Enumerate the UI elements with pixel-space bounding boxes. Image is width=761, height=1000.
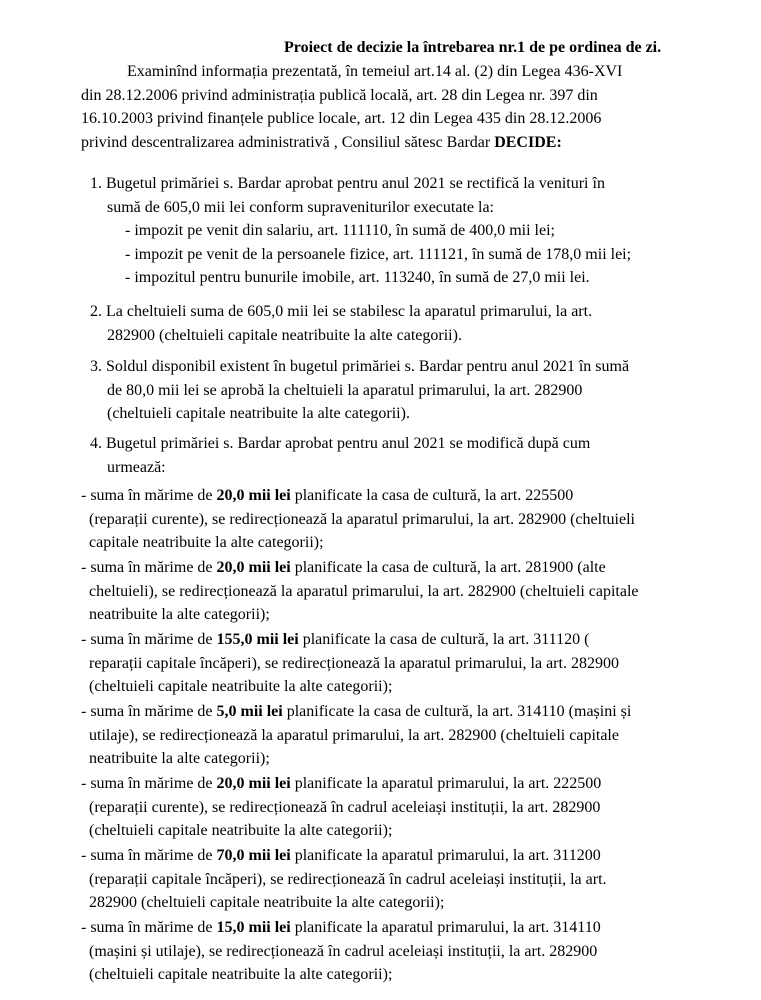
dash-pre: - suma în mărime de	[81, 487, 217, 504]
dash-amount: 5,0 mii lei	[216, 703, 283, 720]
dash-cont-line: (reparații capitale încăperi), se redirecționează în cadrul aceleiași instituții, la art.	[89, 870, 607, 888]
intro-line-text: privind descentralizarea administrativă , Consiliul sătesc Bardar	[81, 133, 495, 151]
dash-amount: 20,0 mii lei	[216, 775, 291, 792]
dash-item	[81, 484, 741, 555]
item-sub-line: - impozit pe venit de la persoanele fizice, art. 111121, în sumă de 178,0 mii lei;	[125, 245, 632, 263]
dash-post: planificate la aparatul primarului, la art. 314110	[290, 919, 601, 936]
dash-amount: 20,0 mii lei	[216, 559, 291, 576]
dash-line	[81, 628, 741, 652]
dash-cont-line: (mașini și utilaje), se redirecționează în cadrul aceleiași instituții, la art. 282900	[89, 942, 598, 960]
dash-cont-line: neatribuite la alte categorii);	[89, 606, 270, 623]
dash-pre: - suma în mărime de	[81, 847, 217, 864]
item-line: (cheltuieli capitale neatribuite la alte categorii).	[107, 405, 410, 422]
dash-cont-line: reparații capitale încăperi), se redirecționează la aparatul primarului, la art. 282900	[89, 654, 619, 672]
dash-pre: - suma în mărime de	[81, 559, 217, 576]
dash-line	[81, 484, 741, 508]
dash-post: planificate la casa de cultură, la art. 225500	[290, 487, 574, 504]
dash-cont-line: (reparații curente), se redirecționează la aparatul primarului, la art. 282900 (cheltuieli	[89, 510, 635, 528]
dash-item	[81, 772, 741, 843]
dash-pre: - suma în mărime de	[81, 703, 217, 720]
decision-item-1	[90, 172, 730, 290]
dash-post: planificate la casa de cultură, la art. 314110 (mașini și	[282, 703, 632, 720]
item-sub-line: - impozit pe venit din salariu, art. 111110, în sumă de 400,0 mii lei;	[125, 222, 555, 239]
dash-item	[81, 628, 741, 699]
dash-pre: - suma în mărime de	[81, 775, 217, 792]
intro-line-last	[81, 131, 721, 155]
dash-line	[81, 916, 741, 940]
dash-cont-line: (reparații curente), se redirecționează în cadrul aceleiași instituții, la art. 282900	[89, 798, 601, 816]
dash-cont-line: 282900 (cheltuieli capitale neatribuite la alte categorii);	[89, 894, 445, 911]
item-line: 282900 (cheltuieli capitale neatribuite la alte categorii).	[107, 326, 462, 344]
dash-post: planificate la casa de cultură, la art. 281900 (alte	[290, 559, 606, 576]
dash-item	[81, 556, 741, 627]
item-line: de 80,0 mii lei se aprobă la cheltuieli la aparatul primarului, la art. 282900	[107, 381, 583, 399]
intro-line: Examinînd informația prezentată, în temeiul art.14 al. (2) din Legea 436-XVI	[127, 63, 623, 80]
dash-cont-line: (cheltuieli capitale neatribuite la alte categorii);	[89, 966, 393, 983]
item-sub-line: - impozitul pentru bunurile imobile, art. 113240, în sumă de 27,0 mii lei.	[125, 269, 590, 286]
dash-line	[81, 772, 741, 796]
decision-item-2	[90, 300, 730, 347]
decision-item-4	[90, 432, 730, 479]
intro-paragraph	[81, 60, 721, 154]
item-line: 2. La cheltuieli suma de 605,0 mii lei se stabilesc la aparatul primarului, la art.	[90, 303, 593, 320]
item-line: 4. Bugetul primăriei s. Bardar aprobat pentru anul 2021 se modifică după cum	[90, 435, 591, 452]
dash-cont-line: capitale neatribuite la alte categorii);	[89, 534, 324, 551]
dash-item	[81, 916, 741, 987]
dash-amount: 15,0 mii lei	[216, 919, 291, 936]
item-line: sumă de 605,0 mii lei conform supraveniturilor executate la:	[107, 198, 494, 216]
intro-line: din 28.12.2006 privind administrația publică locală, art. 28 din Legea nr. 397 din	[81, 86, 598, 104]
dash-line	[81, 844, 741, 868]
dash-cont-line: utilaje), se redirecționează la aparatul primarului, la art. 282900 (cheltuieli capitale	[89, 726, 619, 744]
dash-cont-line: neatribuite la alte categorii);	[89, 750, 270, 767]
dash-item	[81, 700, 741, 771]
dash-pre: - suma în mărime de	[81, 631, 217, 648]
dash-item	[81, 844, 741, 915]
document-title: Proiect de decizie la întrebarea nr.1 de pe ordinea de zi.	[284, 39, 662, 56]
dash-post: planificate la aparatul primarului, la art. 311200	[290, 847, 601, 864]
dash-post: planificate la casa de cultură, la art. 311120 (	[298, 631, 590, 648]
dash-cont-line: (cheltuieli capitale neatribuite la alte categorii);	[89, 678, 393, 695]
item-line: 3. Soldul disponibil existent în bugetul primăriei s. Bardar pentru anul 2021 în sumă	[90, 358, 630, 375]
dash-amount: 20,0 mii lei	[216, 487, 291, 504]
item-line: urmează:	[107, 458, 166, 476]
dash-line	[81, 556, 741, 580]
dash-line	[81, 700, 741, 724]
dash-post: planificate la aparatul primarului, la art. 222500	[290, 775, 602, 792]
intro-line: 16.10.2003 privind finanțele publice locale, art. 12 din Legea 435 din 28.12.2006	[81, 110, 602, 127]
item-line: 1. Bugetul primăriei s. Bardar aprobat pentru anul 2021 se rectifică la venituri în	[90, 175, 605, 192]
decide-keyword: DECIDE:	[494, 133, 562, 151]
dash-pre: - suma în mărime de	[81, 919, 217, 936]
decision-item-3	[90, 355, 730, 426]
dash-cont-line: (cheltuieli capitale neatribuite la alte categorii);	[89, 822, 393, 839]
dash-amount: 70,0 mii lei	[216, 847, 291, 864]
dash-cont-line: cheltuieli), se redirecționează la aparatul primarului, la art. 282900 (cheltuieli capitale	[89, 582, 639, 600]
dash-amount: 155,0 mii lei	[216, 631, 299, 648]
